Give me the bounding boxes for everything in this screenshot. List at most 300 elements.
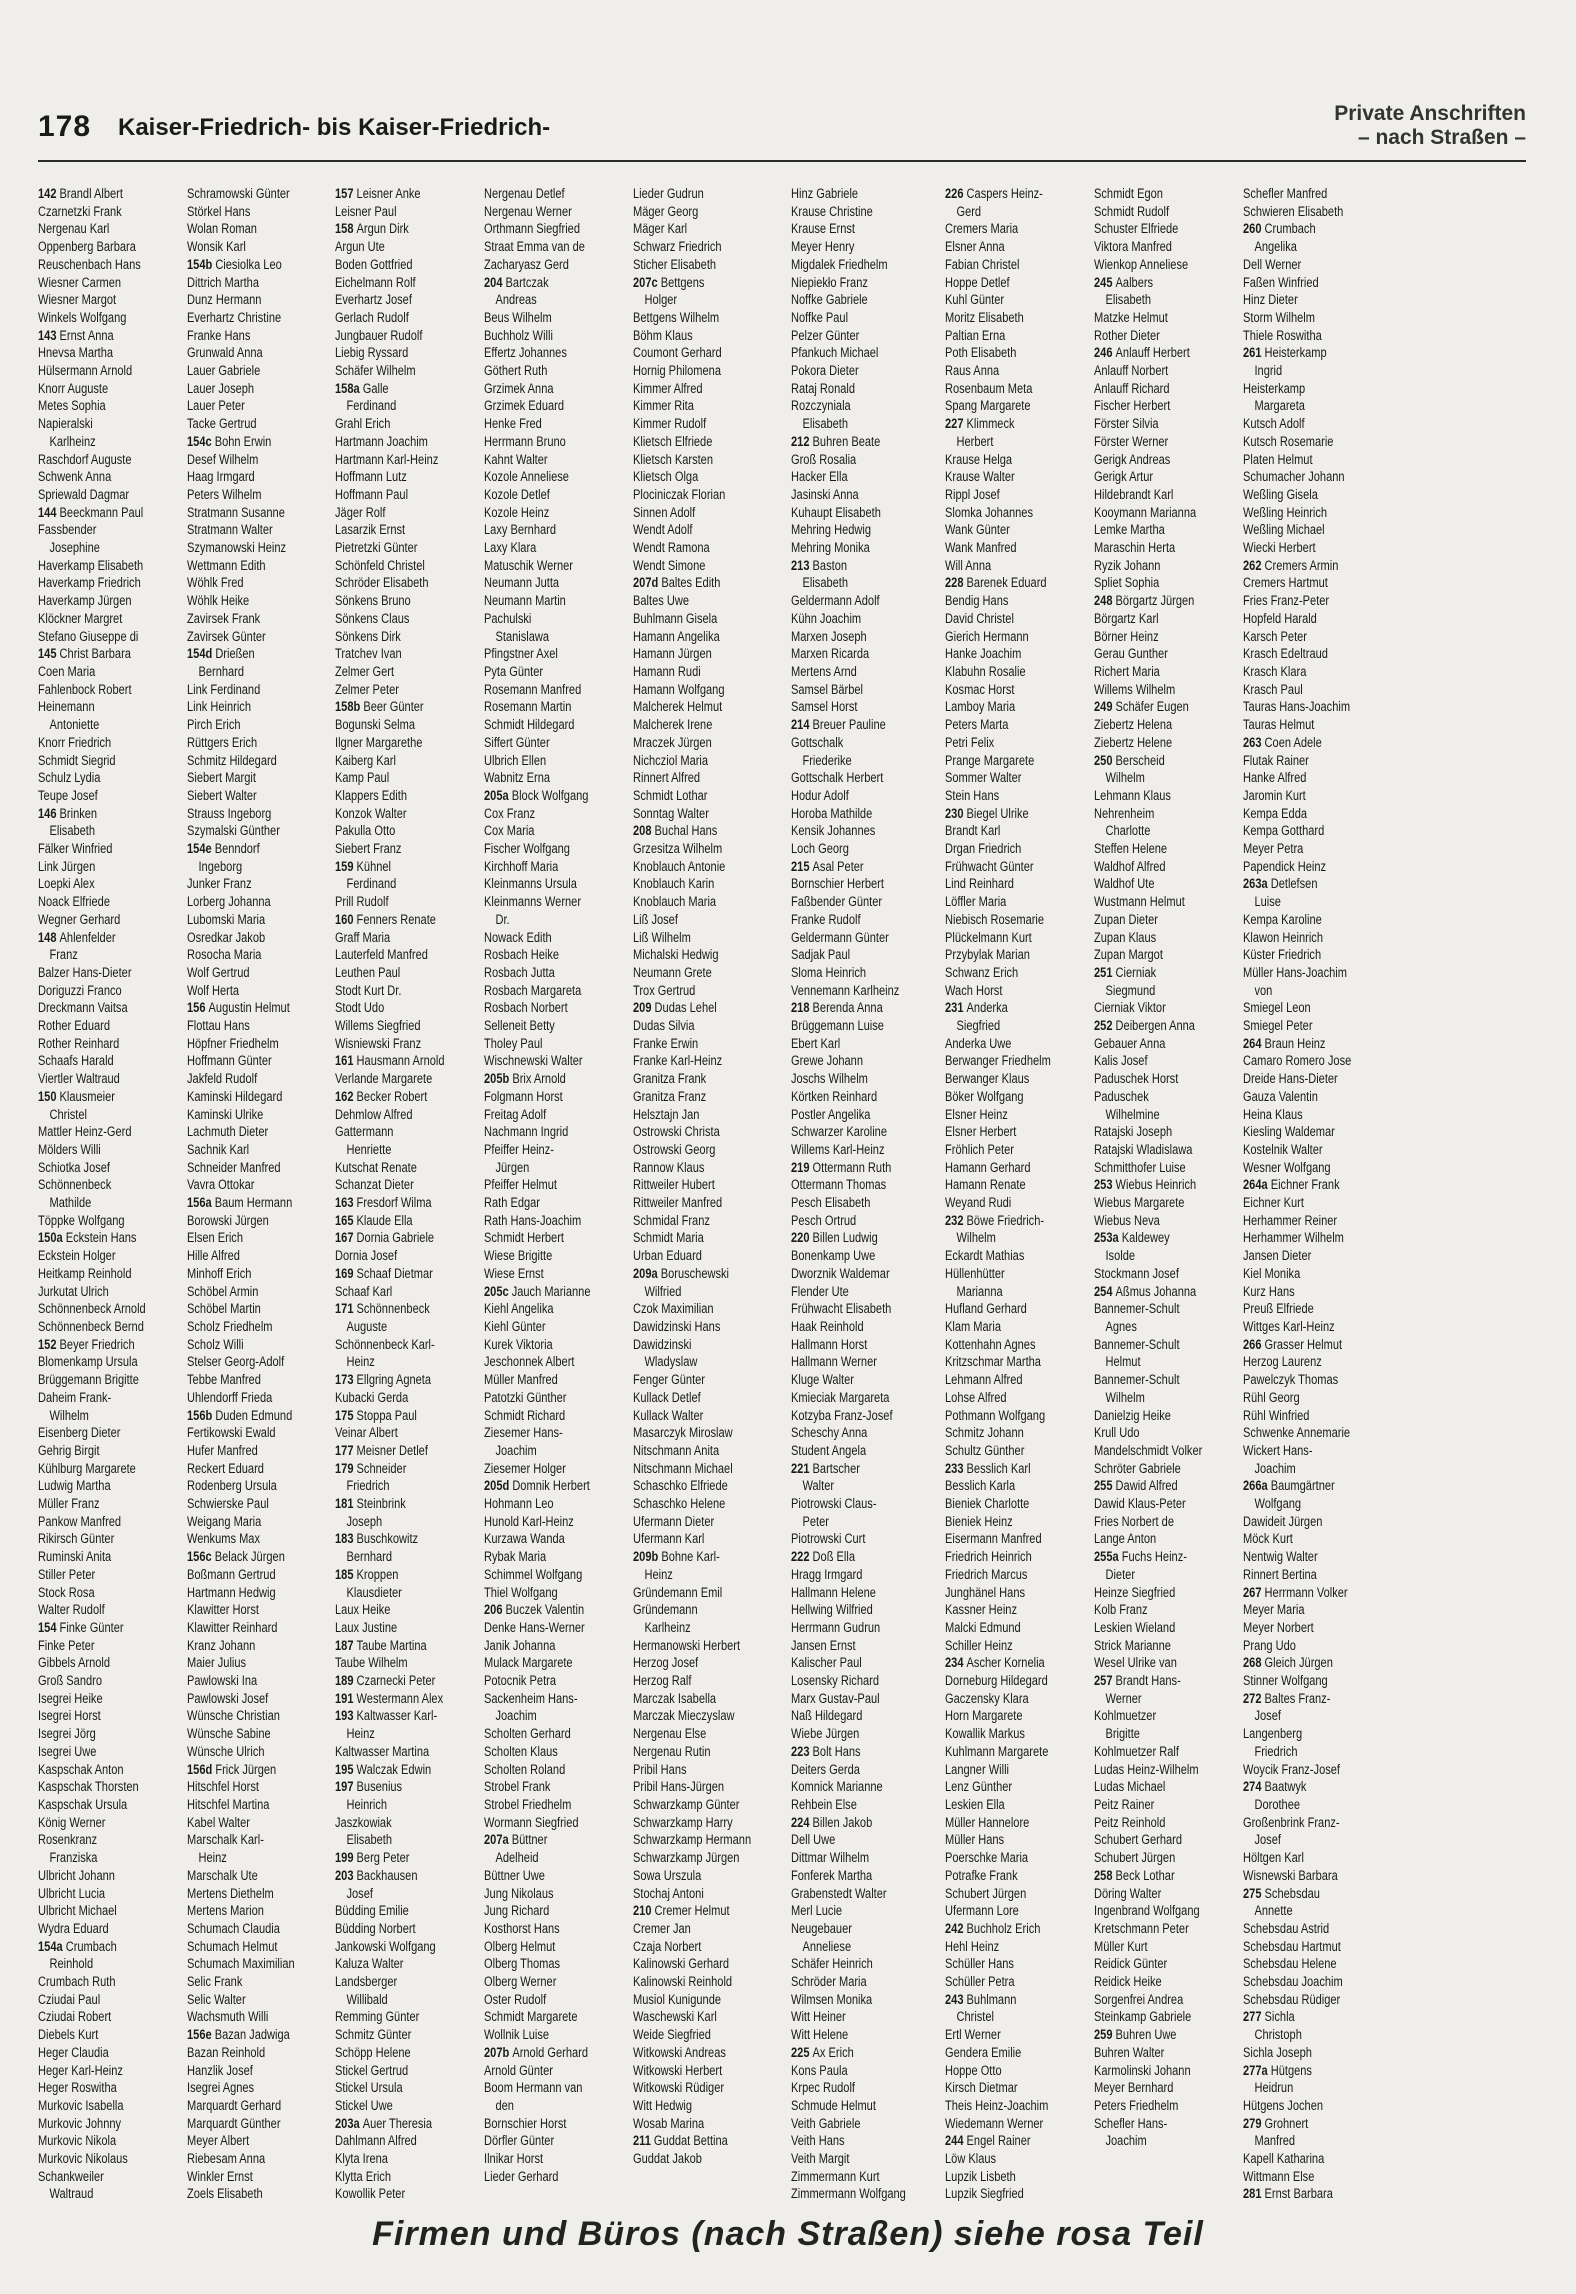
listing-entry: Minhoff Erich	[186, 1265, 252, 1281]
listing-entry: Kempa Karoline	[1242, 911, 1322, 927]
listing-entry: Rosocha Maria	[186, 947, 262, 963]
listing-entry: Hanke Alfred	[1242, 770, 1306, 786]
listing-entry: Wesel Ulrike van	[1093, 1655, 1177, 1671]
listing-entry: Schmidt Maria	[632, 1230, 704, 1246]
listing-entry: Kaminski Ulrike	[186, 1106, 264, 1122]
listing-entry: Krasch Paul	[1242, 681, 1303, 697]
listing-entry: Siffert Günter	[484, 734, 550, 750]
listing-entry: Kiehl Angelika	[484, 1301, 554, 1317]
listing-entry: Kaiberg Karl	[335, 752, 397, 768]
listing-entry: Kubacki Gerda	[335, 1389, 409, 1405]
listing-entry: Pachulski	[484, 610, 532, 626]
listing-entry: Kabel Walter	[186, 1814, 250, 1830]
listing-entry: Kaspschak Anton	[38, 1761, 124, 1777]
listing-entry: Gibbels Arnold	[38, 1655, 111, 1671]
listing-entry: Wienkop Anneliese	[1093, 256, 1188, 272]
listing-entry: Kleinmanns Ursula	[484, 876, 578, 892]
listing-entry: Faßen Winfried	[1242, 274, 1319, 290]
listing-entry: 232 Böwe Friedrich-	[945, 1212, 1045, 1228]
listing-entry: Scholten Klaus	[484, 1743, 559, 1759]
listing-entry: Büttner Uwe	[484, 1867, 546, 1883]
listing-entry: Ostrowski Christa	[632, 1124, 720, 1140]
listing-entry: 208 Buchal Hans	[632, 823, 718, 839]
listing-entry: 177 Meisner Detlef	[335, 1442, 429, 1458]
listing-entry: Sönkens Dirk	[335, 628, 402, 644]
listing-entry: Hamann Renate	[945, 1177, 1026, 1193]
listing-entry: Plociniczak Florian	[632, 486, 726, 502]
listing-entry: 266a Baumgärtner	[1242, 1478, 1335, 1494]
listing-entry: Siegmund	[1105, 982, 1156, 998]
listing-entry: Dahlmann Alfred	[335, 2133, 418, 2149]
listing-entry: Rühl Winfried	[1242, 1407, 1309, 1423]
listing-entry: Horn Margarete	[945, 1708, 1023, 1724]
listing-entry: Mertens Arnd	[791, 663, 857, 679]
listing-entry: Herhammer Reiner	[1242, 1212, 1337, 1228]
listing-entry: Kalischer Paul	[791, 1655, 862, 1671]
listing-entry: Thiele Roswitha	[1242, 327, 1322, 343]
listing-entry: Rosbach Norbert	[484, 1000, 568, 1016]
listing-entry: Elsen Erich	[186, 1230, 243, 1246]
listing-entry: Heinz	[346, 1354, 376, 1370]
listing-entry: Paduschek	[1093, 1088, 1149, 1104]
listing-entry: Schiotka Josef	[38, 1159, 110, 1175]
listing-entry: Hinz Dieter	[1242, 292, 1298, 308]
listing-entry: Pelzer Günter	[791, 327, 860, 343]
listing-entry: Gerau Gunther	[1093, 646, 1168, 662]
listing-entry: Schwenk Anna	[38, 469, 112, 485]
listing-entry: Schäfer Heinrich	[791, 1956, 873, 1972]
listing-entry: Selleneit Betty	[484, 1018, 555, 1034]
listing-entry: Fischer Herbert	[1093, 398, 1171, 414]
listing-entry: Kimmer Rita	[632, 398, 694, 414]
listing-entry: Sadjak Paul	[791, 947, 851, 963]
listing-entry: Hoppe Detlef	[945, 274, 1010, 290]
listing-entry: Wischnewski Walter	[484, 1053, 583, 1069]
listing-entry: Wenkums Max	[186, 1531, 260, 1547]
listing-entry: Rath Hans-Joachim	[484, 1212, 582, 1228]
listing-entry: Platen Helmut	[1242, 451, 1313, 467]
listing-entry: 189 Czarnecki Peter	[335, 1673, 436, 1689]
listing-entry: 261 Heisterkamp	[1242, 345, 1327, 361]
listing-entry: Kirsch Dietmar	[945, 2080, 1018, 2096]
listing-entry: Dworznik Waldemar	[791, 1265, 890, 1281]
listing-entry: Uhlendorff Frieda	[186, 1389, 273, 1405]
listing-entry: Kullack Walter	[632, 1407, 704, 1423]
street-range-title: Kaiser-Friedrich- bis Kaiser-Friedrich-	[118, 114, 551, 141]
listing-entry: Wegner Gerhard	[38, 911, 121, 927]
listing-entry: Czaja Norbert	[632, 1938, 702, 1954]
listing-entry: 218 Berenda Anna	[791, 1000, 883, 1016]
listing-entry: Pesch Elisabeth	[791, 1195, 871, 1211]
listing-entry: Kolb Franz	[1093, 1602, 1148, 1618]
listing-entry: 145 Christ Barbara	[38, 646, 131, 662]
listing-entry: Klabuhn Rosalie	[945, 663, 1026, 679]
listing-entry: Losensky Richard	[791, 1673, 879, 1689]
listing-entry: Heinz	[644, 1566, 673, 1582]
listing-entry: Knoblauch Antonie	[632, 858, 726, 874]
listing-entry: 267 Herrmann Volker	[1242, 1584, 1348, 1600]
listing-entry: Klietsch Elfriede	[632, 433, 713, 449]
listing-entry: Kleinmanns Werner	[484, 894, 582, 910]
listing-entry: Raschdorf Auguste	[38, 451, 132, 467]
listing-entry: Danielzig Heike	[1093, 1407, 1171, 1423]
listing-entry: Joachim	[495, 1708, 537, 1724]
listing-entry: Dittmar Wilhelm	[791, 1850, 870, 1866]
listing-entry: Rinnert Alfred	[632, 770, 701, 786]
listing-entry: Heinz	[198, 1850, 227, 1866]
listing-entry: Wabnitz Erna	[484, 770, 551, 786]
listing-entry: Müller Manfred	[484, 1372, 559, 1388]
listing-entry: Boom Hermann van	[484, 2080, 583, 2096]
listing-entry: Jasinski Anna	[791, 486, 859, 502]
listing-entry: Schaschko Helene	[632, 1496, 726, 1512]
listing-entry: Angelika	[1254, 239, 1297, 255]
listing-entry: Pfeiffer Helmut	[484, 1177, 558, 1193]
listing-entry: Eisermann Manfred	[945, 1531, 1042, 1547]
listing-entry: 205b Brix Arnold	[484, 1071, 567, 1087]
listing-entry: Flottau Hans	[186, 1018, 250, 1034]
listing-entry: Bonenkamp Uwe	[791, 1248, 876, 1264]
listing-entry: Leuthen Paul	[335, 964, 401, 980]
listing-entry: Wöhlk Fred	[186, 575, 244, 591]
listing-entry: Wustmann Helmut	[1093, 894, 1185, 910]
listing-entry: Niepiekło Franz	[791, 274, 868, 290]
listing-entry: Boßmann Gertrud	[186, 1566, 276, 1582]
listing-entry: Kooymann Marianna	[1093, 504, 1196, 520]
listing-entry: 246 Anlauff Herbert	[1093, 345, 1190, 361]
listing-entry: Sönkens Bruno	[335, 593, 412, 609]
listing-entry: Loch Georg	[791, 841, 849, 857]
listing-entry: Kohlmuetzer Ralf	[1093, 1743, 1179, 1759]
listing-entry: Klöckner Margret	[38, 610, 123, 626]
listing-entry: Kamp Paul	[335, 770, 390, 786]
listing-entry: Cremer Jan	[632, 1920, 691, 1936]
listing-entry: Wünsche Christian	[186, 1708, 280, 1724]
listing-entry: Papendick Heinz	[1242, 858, 1326, 874]
listing-entry: Störkel Hans	[186, 203, 251, 219]
listing-entry: Elisabeth	[49, 823, 96, 839]
listing-entry: Heger Roswitha	[38, 2080, 117, 2096]
listing-entry: Balzer Hans-Dieter	[38, 964, 132, 980]
listing-entry: Nitschmann Michael	[632, 1460, 733, 1476]
listing-entry: 274 Baatwyk	[1242, 1779, 1306, 1795]
listing-entry: Pfeiffer Heinz-	[484, 1141, 555, 1157]
listing-entry: Joachim	[1105, 2133, 1147, 2149]
listing-entry: Kuhaupt Elisabeth	[791, 504, 881, 520]
listing-entry: Mäger Georg	[632, 203, 699, 219]
listing-entry: Wilfried	[644, 1283, 682, 1299]
listing-entry: Cox Maria	[484, 823, 535, 839]
listing-entry: Nachmann Ingrid	[484, 1124, 569, 1140]
listing-entry: Schmidt Rudolf	[1093, 203, 1169, 219]
listing-entry: Cziudai Paul	[38, 1991, 101, 2007]
listing-entry: Sichla Joseph	[1242, 2044, 1312, 2060]
listing-entry: Großenbrink Franz-	[1242, 1814, 1340, 1830]
listing-entry: Stratmann Susanne	[186, 504, 285, 520]
listing-entry: Hamann Rudi	[632, 663, 701, 679]
listing-entry: Hartmann Hedwig	[186, 1584, 276, 1600]
listing-entry: Lauer Peter	[186, 398, 245, 414]
listing-entry: Szymalski Günther	[186, 823, 280, 839]
listing-entry: Schröter Gabriele	[1093, 1460, 1181, 1476]
listing-entry: Jurkutat Ulrich	[38, 1283, 109, 1299]
listing-entry: Laux Justine	[335, 1619, 398, 1635]
listing-entry: Selic Walter	[186, 1991, 246, 2007]
listing-entry: Schönnenbeck Karl-	[335, 1336, 436, 1352]
listing-entry: 264 Braun Heinz	[1242, 1035, 1326, 1051]
listing-entry: Marxen Ricarda	[791, 646, 870, 662]
listing-entry: Merl Lucie	[791, 1903, 843, 1919]
listing-entry: Rosenkranz	[38, 1832, 98, 1848]
listing-entry: Peters Friedhelm	[1093, 2097, 1179, 2113]
listing-entry: Ilnikar Horst	[484, 2151, 544, 2167]
listing-entry: Dell Werner	[1242, 256, 1301, 272]
listing-entry: Ruminski Anita	[38, 1549, 112, 1565]
listing-entry: Postler Angelika	[791, 1106, 871, 1122]
listing-entry: Dieter	[1105, 1566, 1135, 1582]
listing-entry: Finke Peter	[38, 1637, 95, 1653]
listing-entry: Olberg Thomas	[484, 1956, 561, 1972]
listing-entry: Marquardt Gerhard	[186, 2097, 281, 2113]
listing-entry: 259 Buhren Uwe	[1093, 2027, 1177, 2043]
listing-entry: Vavra Ottokar	[186, 1177, 255, 1193]
listing-entry: Tholey Paul	[484, 1035, 543, 1051]
listing-entry: Haag Irmgard	[186, 469, 255, 485]
listing-entry: Kosmac Horst	[945, 681, 1015, 697]
listing-entry: Przybylak Marian	[945, 947, 1030, 963]
listing-entry: Dawidzinski	[632, 1336, 692, 1352]
listing-entry: Kalis Josef	[1093, 1053, 1148, 1069]
listing-entry: 222 Doß Ella	[791, 1549, 855, 1565]
listing-entry: Hoffmann Günter	[186, 1053, 272, 1069]
listing-entry: Herrmann Bruno	[484, 433, 567, 449]
listing-entry: Jung Richard	[484, 1903, 550, 1919]
listing-entry: Grzesitza Wilhelm	[632, 841, 723, 857]
listing-entry: Schönfeld Christel	[335, 557, 426, 573]
listing-entry: Sorgenfrei Andrea	[1093, 1991, 1184, 2007]
listing-entry: Everhartz Josef	[335, 292, 413, 308]
listing-entry: Willems Wilhelm	[1093, 681, 1175, 697]
listing-entry: Hildebrandt Karl	[1093, 486, 1174, 502]
listing-entry: Tauras Helmut	[1242, 717, 1314, 733]
listing-entry: Freitag Adolf	[484, 1106, 547, 1122]
listing-entry: Stanislawa	[495, 628, 550, 644]
listing-entry: Czok Maximilian	[632, 1301, 714, 1317]
listing-entry: Graff Maria	[335, 929, 391, 945]
listing-entry: Ziebertz Helena	[1093, 717, 1172, 733]
listing-entry: Maier Julius	[186, 1655, 246, 1671]
listing-entry: 165 Klaude Ella	[335, 1212, 414, 1228]
listing-entry: Helmut	[1105, 1354, 1141, 1370]
listing-entry: Isegrei Jörg	[38, 1726, 96, 1742]
listing-entry: 144 Beeckmann Paul	[38, 504, 144, 520]
listing-entry: Mäger Karl	[632, 221, 688, 237]
listing-entry: Wolf Herta	[186, 982, 239, 998]
listing-entry: Malcherek Irene	[632, 717, 713, 733]
listing-entry: Osredkar Jakob	[186, 929, 265, 945]
listing-entry: Schröder Maria	[791, 1974, 867, 1990]
listing-entry: 250 Berscheid	[1093, 752, 1165, 768]
listing-entry: Stinner Wolfgang	[1242, 1673, 1328, 1689]
listing-entry: Flutak Rainer	[1242, 752, 1309, 768]
listing-entry: Student Angela	[791, 1442, 867, 1458]
listing-entry: 154d Drießen	[186, 646, 255, 662]
listing-entry: Granitza Frank	[632, 1071, 707, 1087]
listing-entry: Willems Karl-Heinz	[791, 1141, 885, 1157]
listing-entry: Töppke Wolfgang	[38, 1212, 125, 1228]
listing-entry: Mathilde	[49, 1195, 92, 1211]
listing-entry: Sönkens Claus	[335, 610, 410, 626]
listing-entry: Franz	[49, 947, 78, 963]
listing-entry: Wendt Ramona	[632, 540, 710, 556]
listing-entry: Schumach Helmut	[186, 1938, 278, 1954]
listing-entry: Flender Ute	[791, 1283, 849, 1299]
listing-entry: Hufland Gerhard	[945, 1301, 1027, 1317]
listing-entry: Samsel Horst	[791, 699, 858, 715]
listing-entry: Schwierske Paul	[186, 1496, 269, 1512]
listing-entry: Schumach Maximilian	[186, 1956, 295, 1972]
listing-entry: Orthmann Siegfried	[484, 221, 581, 237]
listing-entry: Wollnik Luise	[484, 2027, 550, 2043]
listing-entry: Lohse Alfred	[945, 1389, 1007, 1405]
listing-entry: 152 Beyer Friedrich	[38, 1336, 135, 1352]
listing-entry: Schmidt Margarete	[484, 2009, 578, 2025]
listing-entry: Faßbender Günter	[791, 894, 883, 910]
listing-entry: Schwieren Elisabeth	[1242, 203, 1343, 219]
listing-entry: Knoblauch Karin	[632, 876, 715, 892]
listing-entry: Wendt Adolf	[632, 522, 693, 538]
listing-entry: Matuschik Werner	[484, 557, 574, 573]
listing-entry: 157 Leisner Anke	[335, 186, 422, 201]
listing-entry: Schanzat Dieter	[335, 1177, 415, 1193]
listing-entry: Reidick Günter	[1093, 1956, 1168, 1972]
listing-entry: Ziesemer Holger	[484, 1460, 567, 1476]
listing-entry: Kiehl Günter	[484, 1319, 546, 1334]
listing-entry: Verlande Margarete	[335, 1071, 433, 1087]
listing-entry: Plückelmann Kurt	[945, 929, 1032, 945]
listing-entry: Eichelmann Rolf	[335, 274, 417, 290]
listing-entry: Link Heinrich	[186, 699, 251, 715]
listing-column	[38, 185, 173, 2203]
listing-entry: Kaspschak Ursula	[38, 1796, 128, 1812]
listing-entry: Nitschmann Anita	[632, 1442, 720, 1458]
listing-entry: Veith Margit	[791, 2151, 850, 2167]
listing-entry: Knoblauch Maria	[632, 894, 717, 910]
listing-entry: Hamann Wolfgang	[632, 681, 725, 697]
listing-entry: Schmidt Herbert	[484, 1230, 565, 1246]
listing-entry: Wiebus Neva	[1093, 1212, 1160, 1228]
listing-entry: Auguste	[346, 1319, 388, 1334]
listing-entry: Schubert Jürgen	[1093, 1850, 1176, 1866]
section-label-line1: Private Anschriften	[1334, 102, 1526, 125]
listing-entry: Wiebus Margarete	[1093, 1195, 1185, 1211]
listing-entry: Buchholz Willi	[484, 327, 554, 343]
listing-entry: Stochaj Antoni	[632, 1885, 704, 1901]
listing-entry: 275 Schebsdau	[1242, 1885, 1320, 1901]
listing-entry: Grahl Erich	[335, 416, 391, 432]
listing-entry: Fenger Günter	[632, 1372, 705, 1388]
listing-entry: Willems Siegfried	[335, 1018, 421, 1034]
listing-entry: Schönnenbeck Arnold	[38, 1301, 146, 1317]
listing-entry: 207b Arnold Gerhard	[484, 2044, 589, 2060]
listing-entry: Wendt Simone	[632, 557, 706, 573]
listing-entry: Murkovic Isabella	[38, 2097, 124, 2113]
listing-entry: Desef Wilhelm	[186, 451, 259, 467]
listing-entry: Lieder Gudrun	[632, 186, 704, 201]
listing-entry: Schwarzkamp Günter	[632, 1796, 740, 1812]
listing-entry: Lehmann Alfred	[945, 1372, 1023, 1388]
listing-entry: Migdalek Friedhelm	[791, 256, 888, 272]
listing-entry: Pawelczyk Thomas	[1242, 1372, 1338, 1388]
listing-entry: 150 Klausmeier	[38, 1088, 115, 1104]
listing-entry: Link Jürgen	[38, 858, 96, 874]
listing-entry: Hitschfel Horst	[186, 1779, 259, 1795]
listing-entry: 258 Beck Lothar	[1093, 1867, 1175, 1883]
listing-entry: 242 Buchholz Erich	[945, 1920, 1041, 1936]
listing-entry: Kirchhoff Maria	[484, 858, 559, 874]
listing-entry: Hopfeld Harald	[1242, 610, 1317, 626]
listing-entry: Hüllenhütter	[945, 1265, 1005, 1281]
listing-entry: Witkowski Herbert	[632, 2062, 723, 2078]
listing-entry: Rataj Ronald	[791, 380, 855, 396]
listing-entry: 279 Grohnert	[1242, 2115, 1308, 2131]
listing-entry: Jakfeld Rudolf	[186, 1071, 257, 1087]
listing-entry: Schultz Günther	[945, 1442, 1025, 1458]
listing-entry: Kutsch Adolf	[1242, 416, 1305, 432]
listing-entry: 160 Fenners Renate	[335, 911, 437, 927]
listing-entry: Kimmer Alfred	[632, 380, 703, 396]
listing-entry: Förster Werner	[1093, 433, 1169, 449]
listing-entry: Pietretzki Günter	[335, 540, 418, 556]
listing-entry: Weßling Michael	[1242, 522, 1325, 538]
listing-entry: Schumacher Johann	[1242, 469, 1345, 485]
listing-entry: Brüggemann Luise	[791, 1018, 884, 1034]
listing-entry: Schaschko Elfriede	[632, 1478, 728, 1494]
listing-entry: 221 Bartscher	[791, 1460, 860, 1476]
listing-entry: Olberg Werner	[484, 1974, 557, 1990]
listing-column	[633, 185, 777, 2203]
listing-entry: Kiesling Waldemar	[1242, 1124, 1335, 1140]
listing-entry: Agnes	[1105, 1319, 1137, 1334]
listing-entry: Wach Horst	[945, 982, 1003, 998]
listing-entry: Müller Hans-Joachim	[1242, 964, 1347, 980]
listing-entry: Wiesner Carmen	[38, 274, 122, 290]
listing-entry: Witt Heiner	[791, 2009, 846, 2025]
listing-entry: Josef	[1254, 1832, 1281, 1848]
listing-entry: Jansen Ernst	[791, 1637, 856, 1653]
listing-entry: Franziska	[49, 1850, 98, 1866]
listing-entry: Slomka Johannes	[945, 504, 1034, 520]
listing-entry: Diebels Kurt	[38, 2027, 99, 2043]
listing-entry: Masarczyk Miroslaw	[632, 1425, 733, 1441]
listing-entry: Döring Walter	[1093, 1885, 1162, 1901]
listing-entry: Drgan Friedrich	[945, 841, 1022, 857]
listing-entry: Olberg Helmut	[484, 1938, 556, 1954]
listing-entry: 191 Westermann Alex	[335, 1690, 444, 1706]
listing-entry: Bieniek Heinz	[945, 1513, 1013, 1529]
listing-entry: Dawideit Jürgen	[1242, 1513, 1322, 1529]
listing-entry: Stodt Udo	[335, 1000, 385, 1016]
listing-entry: Schubert Jürgen	[945, 1885, 1027, 1901]
listing-entry: Herhammer Wilhelm	[1242, 1230, 1344, 1246]
listing-entry: Raus Anna	[945, 363, 1000, 379]
listing-entry: Paltian Erna	[945, 327, 1006, 343]
listing-entry: 187 Taube Martina	[335, 1637, 428, 1653]
listing-entry: Reidick Heike	[1093, 1974, 1162, 1990]
listing-entry: Rosemann Manfred	[484, 681, 582, 697]
listing-entry: Schröder Elisabeth	[335, 575, 430, 591]
listing-entry: Samsel Bärbel	[791, 681, 863, 697]
